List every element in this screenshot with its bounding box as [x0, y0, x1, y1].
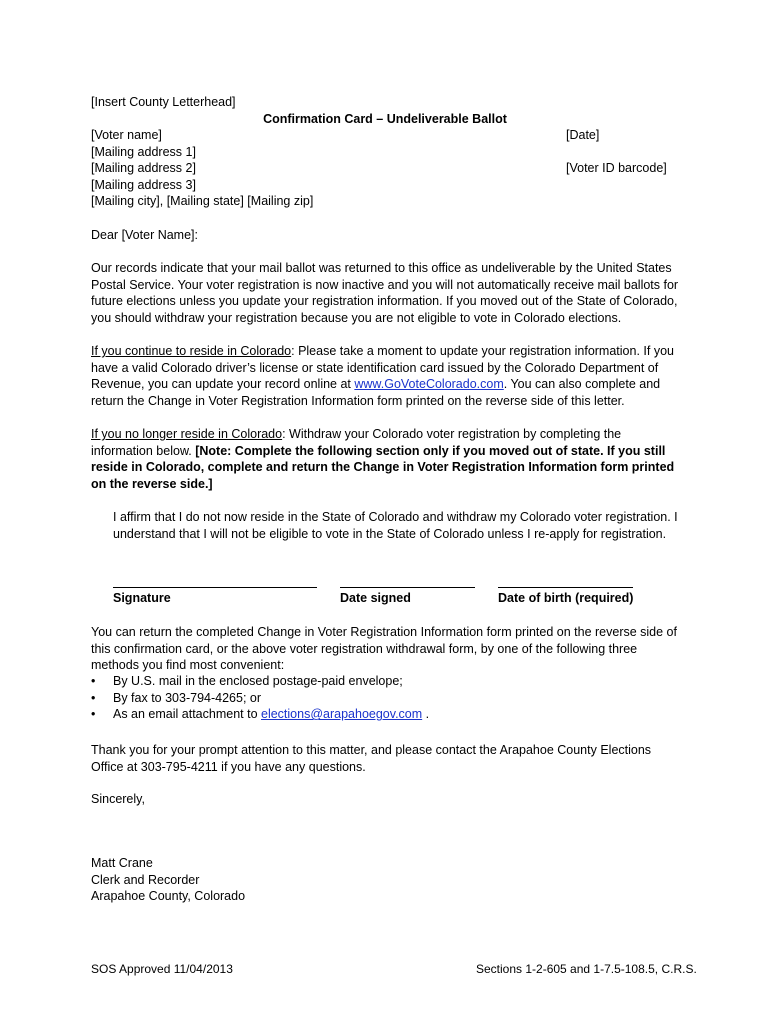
- mailing-address-1: [Mailing address 1]: [91, 145, 196, 159]
- signatory-name: Matt Crane: [91, 856, 153, 870]
- salutation: Dear [Voter Name]:: [91, 228, 198, 242]
- no-longer-residing-text: : Withdraw your Colorado voter registration by completing the information below.: [91, 427, 622, 458]
- voter-id-barcode: [Voter ID barcode]: [566, 161, 667, 175]
- voter-name: [Voter name]: [91, 128, 162, 142]
- continue-residing-heading: If you continue to reside in Colorado: [91, 344, 292, 358]
- footer-statute: Sections 1-2-605 and 1-7.5-108.5, C.R.S.: [476, 962, 697, 976]
- email-method-prefix: As an email attachment to: [113, 707, 261, 722]
- mailing-address-3: [Mailing address 3]: [91, 178, 196, 192]
- intro-paragraph: Our records indicate that your mail ballot was returned to this office as undeliverable by the United States Postal Service. Your voter registration is now inactive and you will not automatically receive mail ballots for future elections unless you update your registration information. If you moved out of the State of Colorado, you should withdraw your registration because you are not eligible to vote in Colorado elections.: [91, 261, 679, 325]
- mailing-city-state-zip: [Mailing city], [Mailing state] [Mailing zip]: [91, 194, 314, 208]
- fax-method: By fax to 303-794-4265; or: [113, 690, 262, 705]
- signature-label: Signature: [113, 591, 171, 605]
- mailing-address-2: [Mailing address 2]: [91, 161, 196, 175]
- date-of-birth-line[interactable]: [498, 587, 633, 588]
- continue-residing-paragraph: [91, 343, 681, 409]
- date-signed-line[interactable]: [340, 587, 475, 588]
- email-method-suffix: .: [422, 707, 430, 722]
- sign-off: Sincerely,: [91, 792, 145, 806]
- bullet-icon: •: [91, 674, 96, 688]
- signature-line[interactable]: [113, 587, 317, 588]
- no-longer-residing-heading: If you no longer reside in Colorado: [91, 427, 283, 441]
- bullet-icon: •: [91, 707, 96, 722]
- elections-email-link[interactable]: elections@arapahoegov.com: [261, 707, 423, 722]
- list-item: [91, 690, 429, 707]
- document-title: Confirmation Card – Undeliverable Ballot: [263, 112, 507, 126]
- list-item: [91, 673, 429, 690]
- no-longer-residing-paragraph: [91, 426, 681, 492]
- return-methods-paragraph: You can return the completed Change in Voter Registration Information form printed on the reverse side of this confirmation card, or the above voter registration withdrawal form, by one of the following three methods you find most convenient:: [91, 625, 677, 673]
- closing-paragraph: Thank you for your prompt attention to this matter, and please contact the Arapahoe County Elections Office at 303-795-4211 if you have any questions.: [91, 743, 652, 774]
- signatory-title: Clerk and Recorder: [91, 873, 200, 887]
- return-methods-list: [91, 673, 429, 723]
- date-signed-label: Date signed: [340, 591, 411, 605]
- list-item: [91, 706, 429, 723]
- footer-approval: SOS Approved 11/04/2013: [91, 962, 233, 976]
- continue-residing-text-end: . You can also complete and return the Change in Voter Registration Information form printed on the reverse side of this letter.: [91, 377, 661, 408]
- date-placeholder: [Date]: [566, 128, 600, 142]
- affirmation-paragraph: I affirm that I do not now reside in the State of Colorado and withdraw my Colorado voter registration. I understand that I will not be eligible to vote in the State of Colorado unless I re-apply for registration.: [113, 510, 678, 541]
- letterhead-placeholder: [Insert County Letterhead]: [91, 95, 236, 109]
- date-of-birth-label: Date of birth (required): [498, 591, 634, 605]
- mail-method: By U.S. mail in the enclosed postage-paid envelope;: [113, 674, 403, 688]
- signatory-county: Arapahoe County, Colorado: [91, 889, 246, 903]
- continue-residing-text: : Please take a moment to update your registration information. If you have a valid Colorado driver’s license or state identification card issued by the Colorado Department of Revenue, you can update your record online at: [91, 344, 674, 392]
- bullet-icon: •: [91, 690, 96, 705]
- govotecolorado-link[interactable]: www.GoVoteColorado.com: [354, 377, 504, 392]
- no-longer-residing-note: [Note: Complete the following section only if you moved out of state. If you still reside in Colorado, complete and return the Change in Voter Registration Information form printed on the reverse side.]: [91, 443, 675, 491]
